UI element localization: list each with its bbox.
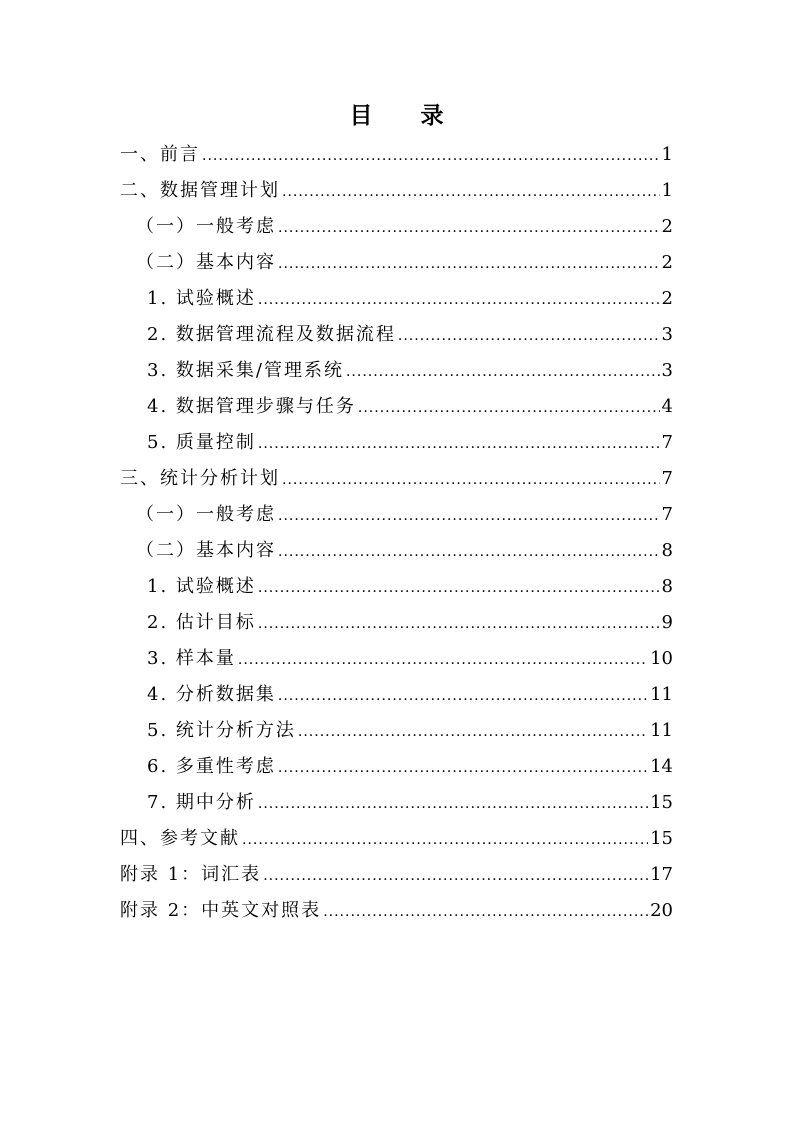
toc-entry-label: 5. 统计分析方法 [147, 720, 296, 741]
toc-entry-label: 4. 分析数据集 [147, 684, 276, 705]
toc-entry-label: 1. 试验概述 [147, 288, 256, 309]
dot-leader [278, 498, 660, 534]
toc-entry[interactable] [120, 461, 673, 497]
toc-entry-label: 3. 样本量 [147, 648, 236, 669]
dot-leader [278, 210, 660, 246]
dot-leader [398, 318, 660, 354]
toc-entry-page-number: 8 [661, 576, 673, 597]
toc-entry-label: 一、前言 [120, 144, 200, 165]
toc-entry-page-number: 17 [650, 864, 673, 885]
toc-entry-page-number: 15 [650, 792, 673, 813]
toc-entry[interactable] [120, 677, 673, 713]
dot-leader [346, 354, 660, 390]
toc-entry[interactable] [120, 389, 673, 425]
dot-leader [258, 786, 648, 822]
dot-leader [202, 138, 660, 174]
toc-entry-page-number: 11 [650, 684, 673, 705]
dot-leader [282, 174, 660, 210]
dot-leader [242, 822, 648, 858]
toc-entry-page-number: 3 [661, 360, 673, 381]
toc-entry-label: （一）一般考虑 [136, 504, 276, 525]
toc-entry[interactable] [120, 569, 673, 605]
dot-leader [358, 390, 660, 426]
toc-entry[interactable] [120, 497, 673, 533]
toc-entry-page-number: 2 [661, 252, 673, 273]
toc-entry-label: （二）基本内容 [136, 252, 276, 273]
toc-entry-label: （二）基本内容 [136, 540, 276, 561]
toc-entry-label: 7. 期中分析 [147, 792, 256, 813]
toc-entry-label: 四、参考文献 [120, 828, 240, 849]
dot-leader [278, 534, 660, 570]
dot-leader [278, 750, 648, 786]
toc-entry[interactable] [120, 893, 673, 929]
toc-entry-page-number: 1 [661, 180, 673, 201]
toc-entry[interactable] [120, 605, 673, 641]
toc-entry[interactable] [120, 713, 673, 749]
toc-entry-label: 三、统计分析计划 [120, 468, 280, 489]
toc-entry[interactable] [120, 173, 673, 209]
toc-entry-label: 5. 质量控制 [147, 432, 256, 453]
toc-entry-page-number: 7 [661, 432, 673, 453]
toc-entry[interactable] [120, 785, 673, 821]
toc-entry-page-number: 7 [661, 504, 673, 525]
toc-entry-page-number: 20 [650, 900, 673, 921]
toc-entry-page-number: 2 [661, 216, 673, 237]
toc-entry-page-number: 7 [661, 468, 673, 489]
toc-entry-page-number: 10 [650, 648, 673, 669]
toc-entry-page-number: 11 [650, 720, 673, 741]
dot-leader [258, 570, 660, 606]
toc-entry-page-number: 15 [650, 828, 673, 849]
toc-entry-label: 2. 数据管理流程及数据流程 [147, 324, 396, 345]
dot-leader [298, 714, 648, 750]
toc-entry-page-number: 3 [661, 324, 673, 345]
toc-entry-page-number: 8 [661, 540, 673, 561]
toc-entry-page-number: 9 [661, 612, 673, 633]
toc-entry-label: 3. 数据采集/管理系统 [147, 360, 344, 381]
toc-entry[interactable] [120, 317, 673, 353]
toc-entry-page-number: 14 [650, 756, 673, 777]
dot-leader [323, 894, 648, 930]
toc-entry-label: 4. 数据管理步骤与任务 [147, 396, 356, 417]
toc-entry-label: 二、数据管理计划 [120, 180, 280, 201]
toc-entry-page-number: 4 [661, 396, 673, 417]
toc-list [120, 137, 673, 929]
toc-entry[interactable] [120, 209, 673, 245]
toc-entry-label: 2. 估计目标 [147, 612, 256, 633]
dot-leader [258, 282, 660, 318]
toc-entry[interactable] [120, 425, 673, 461]
toc-entry-page-number: 1 [661, 144, 673, 165]
dot-leader [282, 462, 660, 498]
toc-entry[interactable] [120, 245, 673, 281]
dot-leader [258, 426, 660, 462]
toc-entry[interactable] [120, 533, 673, 569]
dot-leader [238, 642, 648, 678]
toc-entry[interactable] [120, 353, 673, 389]
toc-entry[interactable] [120, 641, 673, 677]
dot-leader [278, 246, 660, 282]
toc-entry-page-number: 2 [661, 288, 673, 309]
toc-entry-label: 1. 试验概述 [147, 576, 256, 597]
toc-entry[interactable] [120, 857, 673, 893]
dot-leader [278, 678, 648, 714]
toc-entry[interactable] [120, 137, 673, 173]
toc-title: 目 录 [349, 102, 464, 129]
toc-entry[interactable] [120, 749, 673, 785]
toc-entry[interactable] [120, 821, 673, 857]
toc-entry-label: 6. 多重性考虑 [147, 756, 276, 777]
toc-entry-label: 附录 1：词汇表 [120, 864, 262, 885]
toc-entry-label: 附录 2：中英文对照表 [120, 900, 322, 921]
dot-leader [258, 606, 660, 642]
toc-entry[interactable] [120, 281, 673, 317]
toc-entry-label: （一）一般考虑 [136, 216, 276, 237]
dot-leader [263, 858, 648, 894]
